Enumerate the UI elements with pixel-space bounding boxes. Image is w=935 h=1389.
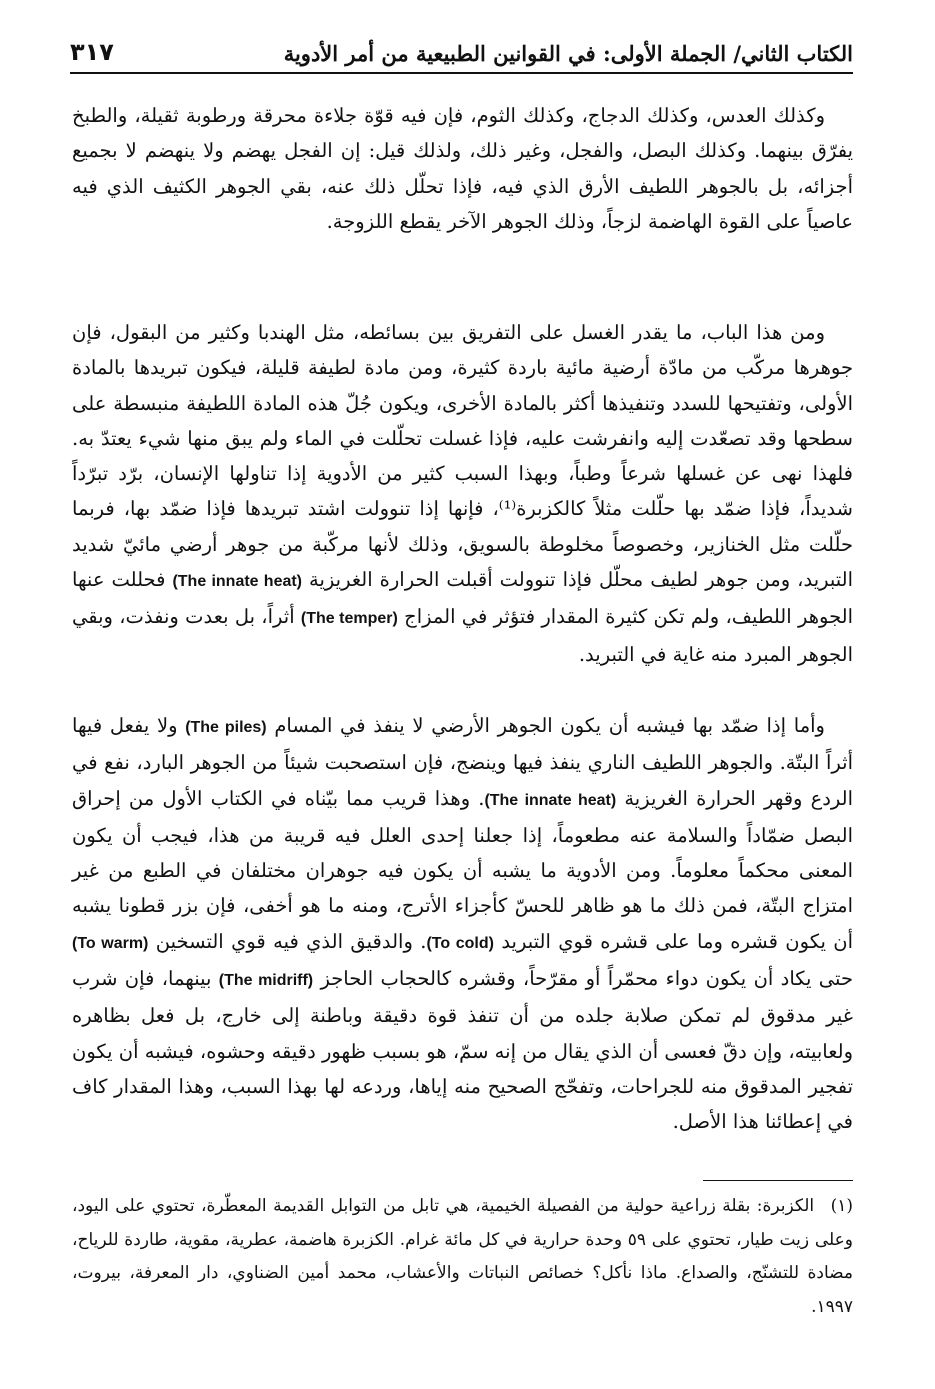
paragraph-2-part-2: فحللت عنها الجوهر اللطيف، ولم تكن كثيرة المقدار فتؤثر في المزاج — [72, 568, 854, 629]
footnote — [72, 1190, 853, 1324]
paragraph-3-part-3: . وهذا قريب مما بيّناه في الكتاب الأول من إحراق البصل ضمّاداً والسلامة عنه مطعوماً، إذا جعلنا إحدى العلل فيه قريبة من هذا، فيجب أن يكون المعنى محكماً معلوماً. ومن الأدوية ما يشبه أن يكون فيه جوهران مختلفان في الطبع من غير امتزاج البتّة، فمن ذلك ما هو ظاهر للحسّ كأجزاء الأترج، ومنه ما هو أخفى، فإن بزر قطونا يشبه أن يكون قشره وما على قشره قوي التبريد — [72, 786, 854, 953]
header-rule — [70, 72, 853, 74]
footnote-text: الكزبرة: بقلة زراعية حولية من الفصيلة الخيمية، هي تابل من التوابل القديمة المعطّرة، تحتوي على اليود، وعلى زيت طيار، تحتوي على ٥٩ وحدة حرارية في كل مائة غرام. الكزبرة هاضمة، عطرية، مقوية، طاردة للرياح، مضادة للتشنّج، والصداع. ماذا نأكل؟ خصائص النباتات والأعشاب، محمد أمين الضناوي، دار المعرفة، بيروت، ١٩٩٧. — [72, 1196, 853, 1317]
paragraph-1 — [72, 98, 853, 239]
term-piles: (The piles) — [185, 719, 267, 736]
paragraph-1-text: وكذلك العدس، وكذلك الدجاج، وكذلك الثوم، فإن فيه قوّة جلاءة محرقة ورطوبة ثقيلة، والطبخ يفرّق بينهما. وكذلك البصل، والفجل، وغير ذلك، ولذلك قيل: إن الفجل يهضم ولا ينهضم لا بجميع أجزائه، بل بالجوهر اللطيف الأرق الذي فيه، فإذا تحلّل ذلك عنه، بقي الجوهر الكثيف الذي فيه عاصياً على القوة الهاضمة لزجاً، وذلك الجوهر الآخر يقطع اللزوجة. — [72, 104, 853, 233]
paragraph-3-text — [72, 708, 853, 1140]
paragraph-3-part-5: حتى يكاد أن يكون دواء محمّراً أو مقرّحاً، وقشره كالحجاب الحاجز — [320, 967, 853, 991]
footnote-marker: (١) — [830, 1196, 854, 1216]
paragraph-2-text — [72, 315, 853, 672]
page-number: ٣١٧ — [70, 38, 114, 66]
running-header — [70, 28, 853, 66]
term-temper: (The temper) — [300, 610, 398, 628]
term-innate-heat: (The innate heat) — [172, 573, 302, 591]
header-title: الكتاب الثاني/ الجملة الأولى: في القوانين الطبيعية من أمر الأدوية — [283, 41, 853, 66]
paragraph-2-part-1: ومن هذا الباب، ما يقدر الغسل على التفريق بين بسائطه، مثل الهندبا وكثير من البقول، فإن جوهرها مركّب من مادّة أرضية مائية باردة كثيرة، ومن مادة لطيفة قليلة، فيكون تبريدها بالمادة الأولى، وتفتيحها للسدد وتنفيذها أكثر بالمادة الأخرى، ويكون جُلّ هذه المادة اللطيفة منبسطة على سطحها وقد تصعّدت إليه وانفرشت عليه، فإذا غسلت تحلّلت في الماء ولم يبق منها شيء يعتدّ به. فلهذا نهى عن غسلها شرعاً وطباً، وبهذا السبب كثير من الأدوية إذا تناولها الإنسان، برّد تبرّداً شديداً، فإذا ضمّد بها حلّلت مثلاً كالكزبرة⁽¹⁾، فإنها إذا تنوولت اشتد تبريدها فإذا ضمّد بها، فربما حلّلت مثل الخنازير، وخصوصاً مخلوطة بالسويق، وذلك لأنها مركّبة من جوهر أرضي مائيّ شديد التبريد، ومن جوهر لطيف محلّل فإذا تنوولت أقبلت الحرارة الغريزية — [72, 321, 854, 592]
paragraph-3-part-4: . والدقيق الذي فيه قوي التسخين — [155, 929, 427, 953]
footnote-rule — [703, 1180, 853, 1181]
paragraph-3-part-2: ولا يفعل فيها أثراً البتّة. والجوهر اللطيف الناري ينفذ فيها وينضج، فإن استصحبت شيئاً من الجوهر البارد، نفع في الردع وقهر الحرارة الغريزية — [72, 714, 854, 810]
term-to-warm: (To warm) — [72, 934, 149, 952]
term-innate-heat-2: (The innate heat) — [484, 791, 617, 809]
paragraph-2-part-3: أثراً، بل بعدت ونفذت، وبقي الجوهر المبرد منه غاية في التبريد. — [72, 605, 853, 666]
term-midriff: (The midriff) — [218, 972, 314, 990]
paragraph-3 — [72, 708, 853, 1140]
term-to-cold: (To cold) — [426, 934, 494, 952]
paragraph-3-part-6: بينهما، فإن شرب غير مدقوق لم تمكن صلابة جلده من أن تنفذ قوة دقيقة وباطنة إلى خارج، بل فعل بظاهره ولعابيته، وإن دقّ فعسى أن الذي يقال من إنه سمّ، هو بسبب ظهور دقيقه وحشوه، فيشبه أن يكون تفجير المدقوق منه للجراحات، وتفحّج الصحيح منه إياها، وردعه لها بهذا السبب، وهذا المقدار كاف في إعطائنا هذا الأصل. — [72, 967, 853, 1134]
paragraph-3-part-1: وأما إذا ضمّد بها فيشبه أن يكون الجوهر الأرضي لا ينفذ في المسام — [274, 714, 825, 737]
paragraph-2 — [72, 315, 853, 672]
